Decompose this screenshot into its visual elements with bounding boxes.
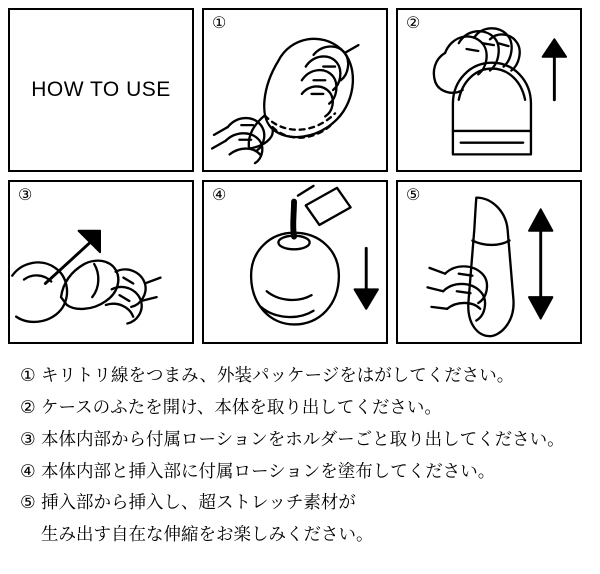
instruction-list <box>8 360 592 551</box>
instruction-item <box>20 487 582 519</box>
instruction-text: キリトリ線をつまみ、外装パッケージをはがしてください。 <box>41 365 515 385</box>
instruction-item <box>20 392 582 424</box>
panel-title <box>8 8 194 172</box>
instruction-item <box>20 456 582 488</box>
instruction-item <box>20 424 582 456</box>
page-title: HOW TO USE <box>31 78 171 101</box>
illustration-step-3 <box>10 182 192 342</box>
instruction-text: ケースのふたを開け、本体を取り出してください。 <box>41 396 442 417</box>
instruction-text: 本体内部から付属ローションをホルダーごと取り出してください。 <box>41 428 565 449</box>
illustration-grid <box>8 8 592 344</box>
instruction-marker: ① <box>20 365 36 385</box>
instruction-text: 本体内部と挿入部に付属ローションを塗布してください。 <box>41 460 496 481</box>
panel-step-3 <box>8 180 194 344</box>
step-number-2: ② <box>406 15 421 32</box>
illustration-step-4 <box>204 182 386 342</box>
instruction-marker: ④ <box>20 460 36 481</box>
instruction-marker: ⑤ <box>20 492 36 513</box>
instruction-continuation: 生み出す自在な伸縮をお楽しみください。 <box>41 524 374 545</box>
step-number-3: ③ <box>18 187 33 204</box>
illustration-step-5 <box>398 182 580 342</box>
illustration-step-2 <box>398 10 580 170</box>
panel-step-1 <box>202 8 388 172</box>
step-number-5: ⑤ <box>406 187 421 204</box>
panel-step-2 <box>396 8 582 172</box>
instruction-marker: ② <box>20 396 36 417</box>
instruction-item <box>20 360 582 392</box>
step-number-1: ① <box>212 15 227 32</box>
panel-step-5 <box>396 180 582 344</box>
instruction-marker: ③ <box>20 428 36 449</box>
panel-step-4 <box>202 180 388 344</box>
step-number-4: ④ <box>212 187 227 204</box>
illustration-step-1 <box>204 10 386 170</box>
instruction-text: 挿入部から挿入し、超ストレッチ素材が <box>41 492 356 513</box>
